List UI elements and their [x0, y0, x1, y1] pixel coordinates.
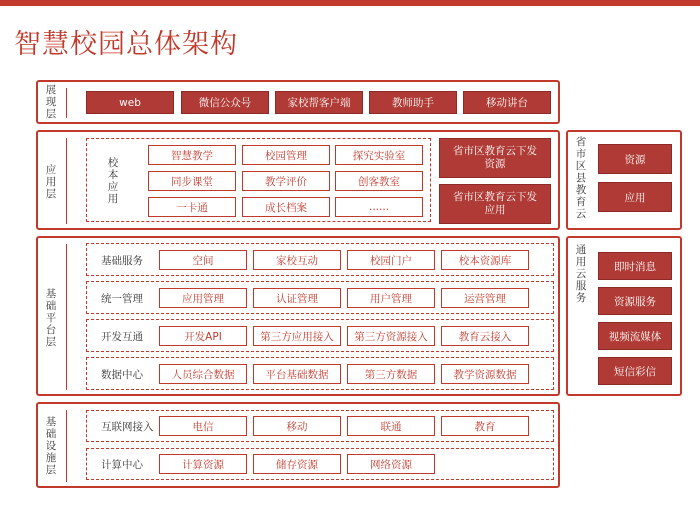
cloud-resources-button[interactable]: [439, 138, 551, 178]
provincial-cloud-label: 省市区县教育云: [575, 136, 587, 220]
data-third-party[interactable]: 第三方数据: [347, 364, 435, 384]
dev-education-cloud[interactable]: 教育云接入: [441, 326, 529, 346]
service-space[interactable]: 空间: [159, 250, 247, 270]
isp-telecom[interactable]: 电信: [159, 416, 247, 436]
isp-mobile[interactable]: 移动: [253, 416, 341, 436]
app-smart-teaching[interactable]: 智慧教学: [148, 145, 236, 165]
row-label-basic-services: 基础服务: [101, 255, 143, 267]
row-label-dev-interop: 开发互通: [101, 331, 143, 343]
dev-third-party-apps[interactable]: 第三方应用接入: [253, 326, 341, 346]
provincial-cloud-apps[interactable]: 应用: [598, 182, 672, 212]
platform-row-data-center: [86, 357, 554, 390]
app-maker-classroom[interactable]: 创客教室: [335, 171, 423, 191]
infra-row-internet-access: [86, 410, 554, 442]
school-apps-label: 校本应用: [107, 157, 119, 205]
app-inquiry-lab[interactable]: 探究实验室: [335, 145, 423, 165]
provincial-cloud-panel: [566, 130, 682, 230]
cloud-service-video-streaming[interactable]: 视频流媒体: [598, 322, 672, 350]
application-layer-separator: [66, 138, 67, 224]
school-apps-group: [86, 138, 431, 222]
mgmt-application[interactable]: 应用管理: [159, 288, 247, 308]
platform-row-unified-management: [86, 281, 554, 314]
mgmt-user[interactable]: 用户管理: [347, 288, 435, 308]
application-layer: [36, 130, 560, 230]
presentation-item-mobile-lectern[interactable]: 移动讲台: [463, 91, 551, 114]
service-portal[interactable]: 校园门户: [347, 250, 435, 270]
provincial-cloud-resources[interactable]: 资源: [598, 144, 672, 174]
dev-third-party-resources[interactable]: 第三方资源接入: [347, 326, 435, 346]
platform-layer-separator: [66, 244, 67, 390]
app-growth-archive[interactable]: 成长档案: [242, 197, 330, 217]
data-platform-base[interactable]: 平台基础数据: [253, 364, 341, 384]
presentation-layer-separator: [66, 88, 67, 118]
presentation-layer-label: 展现层: [45, 84, 57, 120]
app-teaching-evaluation[interactable]: 教学评价: [242, 171, 330, 191]
page-title: 智慧校园总体架构: [14, 29, 238, 60]
data-teaching-resources[interactable]: 教学资源数据: [441, 364, 529, 384]
mgmt-operations[interactable]: 运营管理: [441, 288, 529, 308]
application-layer-label: 应用层: [45, 164, 57, 200]
service-resource-lib[interactable]: 校本资源库: [441, 250, 529, 270]
app-more[interactable]: ......: [335, 197, 423, 217]
data-personnel[interactable]: 人员综合数据: [159, 364, 247, 384]
presentation-item-teacher-assistant[interactable]: 教师助手: [369, 91, 457, 114]
cloud-resources-label: 省市区教育云下发资源: [453, 145, 537, 170]
dev-api[interactable]: 开发API: [159, 326, 247, 346]
top-accent-bar: [0, 0, 700, 6]
presentation-item-web[interactable]: web: [86, 91, 174, 114]
platform-row-basic-services: [86, 243, 554, 276]
cloud-service-sms-mms[interactable]: 短信彩信: [598, 357, 672, 385]
cloud-services-panel: [566, 236, 682, 396]
network-resources[interactable]: 网络资源: [347, 454, 435, 474]
row-label-compute-center: 计算中心: [101, 459, 143, 471]
cloud-service-instant-messaging[interactable]: 即时消息: [598, 252, 672, 280]
infra-row-compute-center: [86, 448, 554, 480]
presentation-item-wechat[interactable]: 微信公众号: [181, 91, 269, 114]
platform-layer: [36, 236, 560, 396]
infrastructure-layer-label: 基础设施层: [45, 416, 57, 476]
cloud-apps-button[interactable]: [439, 184, 551, 224]
mgmt-authentication[interactable]: 认证管理: [253, 288, 341, 308]
platform-row-dev-interop: [86, 319, 554, 352]
service-home-school[interactable]: 家校互动: [253, 250, 341, 270]
infrastructure-layer: [36, 402, 560, 488]
infrastructure-layer-separator: [66, 410, 67, 482]
row-label-unified-management: 统一管理: [101, 293, 143, 305]
cloud-apps-label: 省市区教育云下发应用: [453, 191, 537, 216]
cloud-services-label: 通用云服务: [575, 244, 587, 304]
row-label-internet-access: 互联网接入: [101, 421, 154, 433]
app-campus-management[interactable]: 校园管理: [242, 145, 330, 165]
cloud-service-resource-service[interactable]: 资源服务: [598, 287, 672, 315]
isp-education[interactable]: 教育: [441, 416, 529, 436]
app-campus-card[interactable]: 一卡通: [148, 197, 236, 217]
row-label-data-center: 数据中心: [101, 369, 143, 381]
app-sync-classroom[interactable]: 同步课堂: [148, 171, 236, 191]
presentation-layer: [36, 80, 560, 124]
presentation-item-client[interactable]: 家校帮客户端: [275, 91, 363, 114]
compute-resources[interactable]: 计算资源: [159, 454, 247, 474]
platform-layer-label: 基础平台层: [45, 288, 57, 348]
isp-unicom[interactable]: 联通: [347, 416, 435, 436]
storage-resources[interactable]: 储存资源: [253, 454, 341, 474]
